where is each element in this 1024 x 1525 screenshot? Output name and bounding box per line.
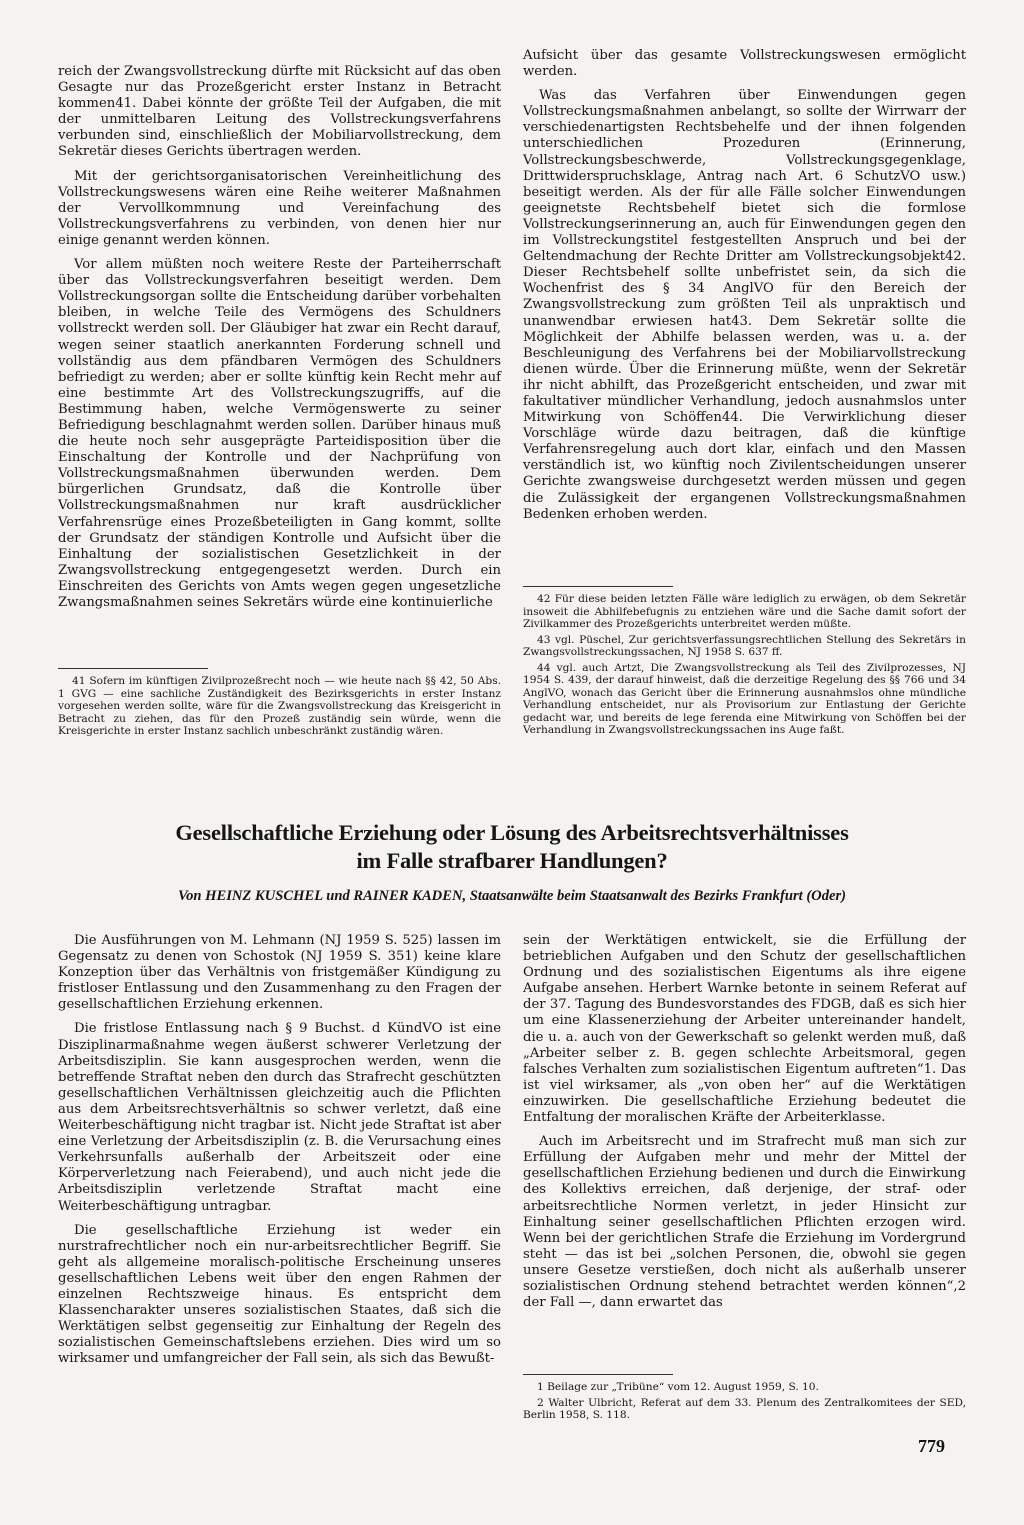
paragraph: Auch im Arbeitsrecht und im Strafrecht muß man sich zur Erfüllung der Aufgaben mehr und mehr der Mittel der gesellschaftlichen Erziehung bedienen und durch die Einwirkung des Kollektivs erreichen, daß derjenige, der straf- oder arbeitsrechtliche Normen verletzt, in jeder Hinsicht zur Einhaltung seiner gesellschaftlichen Pflichten erzogen wird. Wenn bei der gerichtlichen Strafe die Erziehung im Vordergrund steht — das ist bei „solchen Personen, die, obwohl sie gegen unsere Gesetze verstießen, doch nicht als außerhalb unserer sozialistischen Ordnung stehend betrachtet werden können“,2 der Fall —, dann erwartet das — [523, 1134, 966, 1311]
paragraph: reich der Zwangsvollstreckung dürfte mit Rücksicht auf das oben Gesagte nur das Prozeßgericht erster Instanz in Betracht kommen41. Dabei könnte der größte Teil der Aufgaben, die mit der unmittelbaren Leitung des Vollstreckungsverfahrens verbunden sind, einschließlich der Mobiliarvollstreckung, dem Sekretär dieses Gerichts übertragen werden. — [58, 64, 501, 160]
footnote: 44 vgl. auch Artzt, Die Zwangsvollstreckung als Teil des Zivilprozesses, NJ 1954 S. 439, der darauf hinweist, daß die derzeitige Regelung des §§ 766 und 34 AnglVO, wonach das Gericht über die Erinnerung ausnahmslos ohne mündliche Verhandlung entscheidet, nur als Provisorium zur Entlastung der Gerichte gedacht war, und bereits de lege ferenda eine Mitwirkung von Schöffen bei der Verhandlung in Zwangsvollstreckungssachen ins Auge faßt. — [523, 661, 966, 736]
page-number: 779 — [918, 1436, 945, 1456]
footnote: 42 Für diese beiden letzten Fälle wäre lediglich zu erwägen, ob dem Sekretär insoweit die Abhilfebefugnis zu entziehen wäre und die Sache damit sofort der Zivilkammer des Prozeßgerichts unterbreitet werden müßte. — [523, 593, 966, 630]
paragraph: Mit der gerichtsorganisatorischen Vereinheitlichung des Vollstreckungswesens wären eine Reihe weiterer Maßnahmen der Vervollkommnung und Vereinfachung des Vollstreckungsverfahrens zu verbinden, von denen hier nur einige genannt werden können. — [58, 168, 501, 248]
article-right-footnotes — [523, 1374, 966, 1425]
footnote: 41 Sofern im künftigen Zivilprozeßrecht noch — wie heute nach §§ 42, 50 Abs. 1 GVG — eine sachliche Zuständigkeit des Bezirksgerichts in erster Instanz vorgesehen werden sollte, wäre für die Zwangsvollstreckung das Kreisgericht in Betracht zu ziehen, das für den Prozeß zuständig sein würde, wenn die Kreisgerichte in erster Instanz sachlich unbeschränkt zuständig wären. — [58, 675, 501, 737]
upper-left-footnotes — [58, 668, 501, 741]
paragraph: sein der Werktätigen entwickelt, sie die Erfüllung der betrieblichen Aufgaben und den Schutz der gesellschaftlichen Ordnung und des sozialistischen Eigentums als ihre eigene Aufgabe ansehen. Herbert Warnke betonte in seinem Referat auf der 37. Tagung des Bundesvorstandes des FDGB, daß es sich hier um eine Klassenerziehung der Arbeiter untereinander handelt, die u. a. auch von der Gewerkschaft so gelenkt werden muß, daß „Arbeiter selber z. B. gegen schlechte Arbeitsmoral, gegen falsches Verhalten zum sozialistischen Eigentum auftreten“1. Das ist viel wirksamer, als „von oben her“ auf die Werktätigen einzuwirken. Die gesellschaftliche Erziehung bedeutet die Entfaltung der moralischen Kräfte der Arbeiterklasse. — [523, 933, 966, 1126]
paragraph: Die fristlose Entlassung nach § 9 Buchst. d KündVO ist eine Disziplinarmaßnahme wegen äußerst schwerer Verletzung der Arbeitsdisziplin. Sie kann ausgesprochen werden, wenn die betreffende Straftat neben den durch das Strafrecht geschützten gesellschaftlichen Verhältnissen gleichzeitig auch die Pflichten aus dem Arbeitsrechtsverhältnis so schwer verletzt, daß eine Weiterbeschäftigung nicht tragbar ist. Nicht jede Straftat ist aber eine Verletzung der Arbeitsdisziplin (z. B. die Verursachung eines Verkehrsunfalls außerhalb der Arbeitszeit oder eine Körperverletzung nach Feierabend), und auch nicht jede die Arbeitsdisziplin verletzende Straftat macht eine Weiterbeschäftigung untragbar. — [58, 1021, 501, 1214]
paragraph: Die Ausführungen von M. Lehmann (NJ 1959 S. 525) lassen im Gegensatz zu denen von Schostok (NJ 1959 S. 351) keine klare Konzeption über das Verhältnis von fristgemäßer Kündigung zu fristloser Entlassung und den Zusammenhang zu den Fragen der gesellschaftlichen Erziehung erkennen. — [58, 933, 501, 1013]
upper-right-column — [523, 48, 966, 531]
paragraph: Was das Verfahren über Einwendungen gegen Vollstreckungsmaßnahmen anbelangt, so sollte der Wirrwarr der verschiedenartigsten Rechtsbehelfe und der ihnen folgenden unterschiedlichen Prozeduren (Erinnerung, Vollstreckungsbeschwerde, Vollstreckungsgegenklage, Drittwiderspruchsklage, Antrag nach Art. 6 SchutzVO usw.) beseitigt werden. Als der für alle Fälle solcher Einwendungen geeignetste Rechtsbehelf bietet sich die formlose Vollstreckungserinnerung an, auch für Einwendungen gegen den im Vollstreckungstitel festgestellten Anspruch und bei der Geltendmachung der Rechte Dritter am Vollstreckungsobjekt42. Dieser Rechtsbehelf sollte unbefristet sein, da sich die Wochenfrist des § 34 AnglVO für den Bereich der Zwangsvollstreckung zum größten Teil als unpraktisch und unanwendbar erwiesen hat43. Dem Sekretär sollte die Möglichkeit der Abhilfe belassen werden, was u. a. der Beschleunigung des Verfahrens bei der Mobiliarvollstreckung dienen würde. Über die Erinnerung müßte, wenn der Sekretär ihr nicht abhilft, das Prozeßgericht entscheiden, und zwar mit fakultativer mündlicher Verhandlung, jedoch ausnahmslos unter Mitwirkung von Schöffen44. Die Verwirklichung dieser Vorschläge würde dazu beitragen, daß die künftige Verfahrensregelung auch dort klar, einfach und den Massen verständlich ist, wo künftig noch Zivilentscheidungen unserer Gerichte zwangsweise durchgesetzt werden müssen und gegen die Zulässigkeit der ergangenen Vollstreckungsmaßnahmen Bedenken erhoben werden. — [523, 88, 966, 522]
footnote: 2 Walter Ulbricht, Referat auf dem 33. Plenum des Zentralkomitees der SED, Berlin 1958, S. 118. — [523, 1396, 966, 1421]
article-left-column — [58, 933, 501, 1375]
article-byline: Von HEINZ KUSCHEL und RAINER KADEN, Staatsanwälte beim Staatsanwalt des Bezirks Frankfurt (Oder) — [177, 888, 847, 904]
paragraph: Vor allem müßten noch weitere Reste der Parteiherrschaft über das Vollstreckungsverfahren beseitigt werden. Dem Vollstreckungsorgan sollte die Entscheidung darüber vorbehalten bleiben, in welche Teile des Vermögens des Schuldners vollstreckt werden soll. Der Gläubiger hat zwar ein Recht darauf, wegen seiner staatlich anerkannten Forderung schnell und vollständig aus dem pfändbaren Vermögen des Schuldners befriedigt zu werden; aber er sollte künftig kein Recht mehr auf eine bestimmte Art des Vollstreckungszugriffs, auf die Bestimmung haben, welche Vermögenswerte zu seiner Befriedigung beschlagnahmt werden sollen. Darüber hinaus muß die heute noch sehr ausgeprägte Parteidisposition über die Einschaltung der Kontrolle und der Nachprüfung von Vollstreckungsmaßnahmen überwunden werden. Dem bürgerlichen Grundsatz, daß die Kontrolle über Vollstreckungsmaßnahmen nur kraft ausdrücklicher Verfahrensrüge eines Prozeßbeteiligten in Gang kommt, sollte der Grundsatz der ständigen Kontrolle und Aufsicht über die Einhaltung der sozialistischen Gesetzlichkeit in der Zwangsvollstreckung entgegengesetzt werden. Durch ein Einschreiten des Gerichts von Amts wegen gegen ungesetzliche Zwangsmaßnahmen seines Sekretärs würde eine kontinuierliche — [58, 257, 501, 610]
footnote: 1 Beilage zur „Tribüne“ vom 12. August 1959, S. 10. — [537, 1381, 819, 1393]
article-title-line-1: Gesellschaftliche Erziehung oder Lösung des Arbeitsrechtsverhältnisses — [175, 820, 849, 845]
footnote-rule — [523, 1374, 673, 1375]
upper-left-column — [58, 64, 501, 619]
footnote: 43 vgl. Püschel, Zur gerichtsverfassungsrechtlichen Stellung des Sekretärs in Zwangsvollstreckungssachen, NJ 1958 S. 637 ff. — [523, 633, 966, 658]
article-right-column — [523, 933, 966, 1319]
paragraph: Aufsicht über das gesamte Vollstreckungswesen ermöglicht werden. — [523, 48, 966, 80]
upper-right-footnotes — [523, 586, 966, 740]
footnote-rule — [58, 668, 208, 669]
footnote-rule — [523, 586, 673, 587]
article-title-line-2: im Falle strafbarer Handlungen? — [356, 848, 668, 873]
paragraph: Die gesellschaftliche Erziehung ist weder ein nurstrafrechtlicher noch ein nur-arbeitsrechtlicher Begriff. Sie geht als allgemeine moralisch-politische Erscheinung unseres gesellschaftlichen Lebens weit über den engen Rahmen der einzelnen Rechtszweige hinaus. Es entspricht dem Klassencharakter unseres sozialistischen Staates, daß sich die Werktätigen selbst gegenseitig zur Einhaltung der Regeln des sozialistischen Gemeinschaftslebens erziehen. Dies wird um so wirksamer und umfangreicher der Fall sein, als sich das Bewußt- — [58, 1222, 501, 1367]
